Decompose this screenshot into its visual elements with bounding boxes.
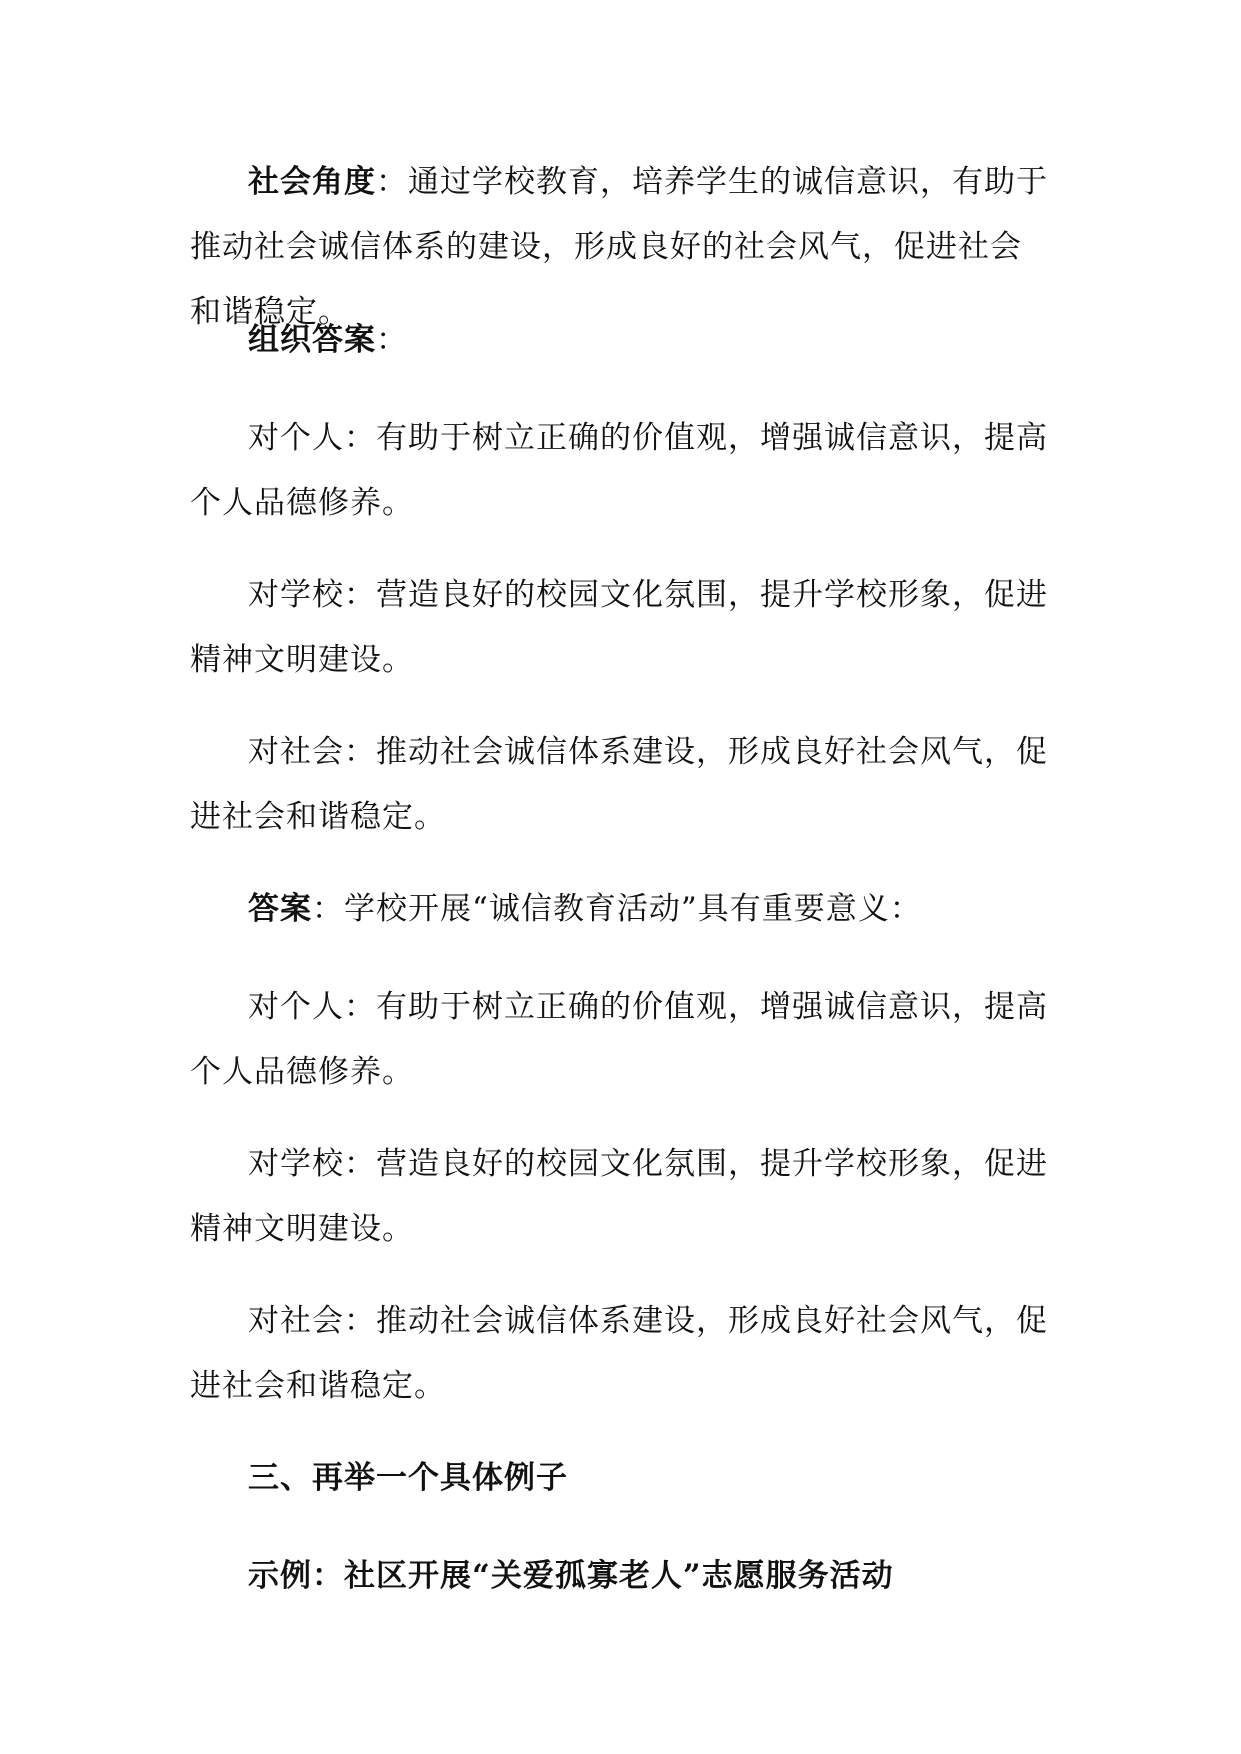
paragraph-individual-2 — [190, 975, 1050, 1105]
paragraph-text: ： — [376, 322, 408, 358]
paragraph-society-2 — [190, 1289, 1050, 1419]
paragraph-text: 对个人：有助于树立正确的价值观，增强诚信意识，提高个人品德修养。 — [190, 420, 1048, 521]
lead-social-angle: 社会角度 — [248, 164, 376, 200]
paragraph-text: ：通过学校教育，培养学生的诚信意识，有助于推动社会诚信体系的建设，形成良好的社会风气，促进社会和谐稳定。 — [190, 164, 1048, 330]
heading-text: 三、再举一个具体例子 — [248, 1460, 568, 1496]
lead-answer: 答案 — [248, 891, 312, 927]
paragraph-school-1 — [190, 563, 1050, 693]
paragraph-text: 对个人：有助于树立正确的价值观，增强诚信意识，提高个人品德修养。 — [190, 989, 1048, 1090]
paragraph-society-1 — [190, 720, 1050, 850]
paragraph-text: 对学校：营造良好的校园文化氛围，提升学校形象，促进精神文明建设。 — [190, 1146, 1048, 1247]
paragraph-answer — [190, 877, 1050, 942]
paragraph-text: ：学校开展“诚信教育活动”具有重要意义： — [312, 891, 922, 927]
paragraph-school-2 — [190, 1132, 1050, 1262]
lead-organize-answer: 组织答案 — [248, 322, 376, 358]
paragraph-organize-answer — [190, 308, 1050, 373]
section-heading-3 — [190, 1446, 1050, 1511]
heading-text: 示例：社区开展“关爱孤寡老人”志愿服务活动 — [248, 1558, 894, 1594]
paragraph-text: 对社会：推动社会诚信体系建设，形成良好社会风气，促进社会和谐稳定。 — [190, 1303, 1048, 1404]
example-heading — [190, 1544, 1050, 1609]
paragraph-text: 对学校：营造良好的校园文化氛围，提升学校形象，促进精神文明建设。 — [190, 577, 1048, 678]
paragraph-text: 对社会：推动社会诚信体系建设，形成良好社会风气，促进社会和谐稳定。 — [190, 734, 1048, 835]
paragraph-individual-1 — [190, 406, 1050, 536]
